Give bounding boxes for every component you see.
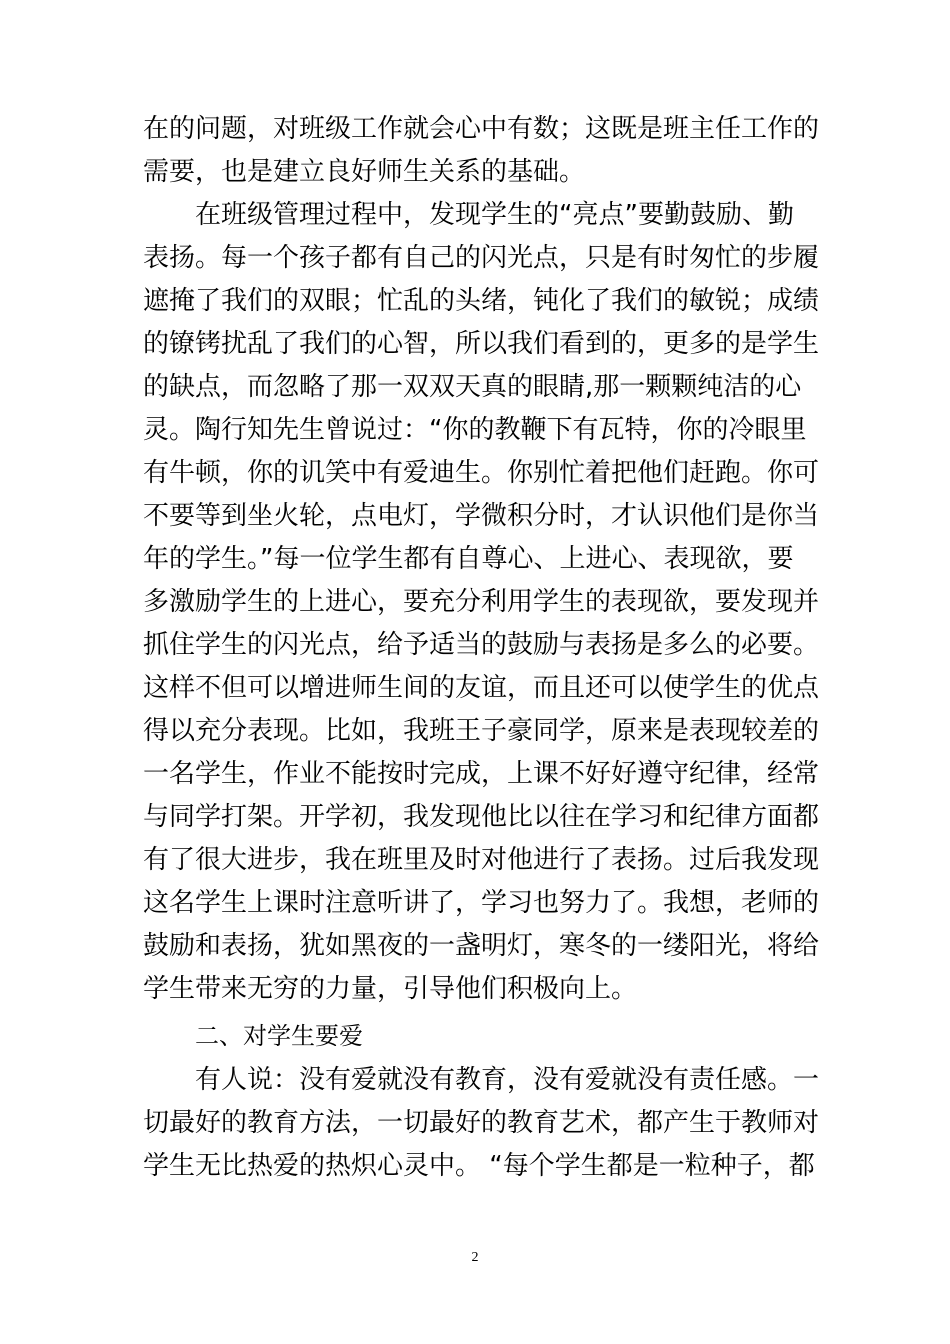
paragraph-line: 在的问题，对班级工作就会心中有数；这既是班主任工作的 (143, 114, 820, 144)
paragraph-line: 在班级管理过程中，发现学生的“亮点”要勤鼓励、勤 (195, 200, 794, 230)
paragraph-line: 表扬。每一个孩子都有自己的闪光点，只是有时匆忙的步履 (143, 243, 820, 273)
paragraph-line: 不要等到坐火轮，点电灯，学微积分时，才认识他们是你当 (143, 501, 820, 531)
paragraph-line: 鼓励和表扬，犹如黑夜的一盏明灯，寒冬的一缕阳光，将给 (143, 931, 820, 961)
paragraph-line: 有人说：没有爱就没有教育，没有爱就没有责任感。一 (195, 1065, 820, 1095)
page-number: 2 (471, 1250, 479, 1265)
paragraph-line: 灵。陶行知先生曾说过：“你的教鞭下有瓦特，你的冷眼里 (143, 415, 807, 445)
paragraph-line: 有了很大进步，我在班里及时对他进行了表扬。过后我发现 (143, 845, 820, 875)
paragraph-line: 这名学生上课时注意听讲了，学习也努力了。我想，老师的 (143, 888, 820, 918)
paragraph-line: 需要，也是建立良好师生关系的基础。 (143, 157, 586, 187)
paragraph-line: 得以充分表现。比如，我班王子豪同学，原来是表现较差的 (143, 716, 820, 746)
paragraph-line: 有牛顿，你的讥笑中有爱迪生。你别忙着把他们赶跑。你可 (143, 458, 820, 488)
paragraph-line: 的缺点，而忽略了那一双双天真的眼睛,那一颗颗纯洁的心 (143, 372, 802, 402)
paragraph-line: 这样不但可以增进师生间的友谊，而且还可以使学生的优点 (143, 673, 820, 703)
paragraph-line: 学生带来无穷的力量，引导他们积极向上。 (143, 974, 638, 1004)
paragraph-line: 年的学生。”每一位学生都有自尊心、上进心、表现欲，要 (143, 544, 794, 574)
paragraph-line: 抓住学生的闪光点，给予适当的鼓励与表扬是多么的必要。 (143, 630, 820, 660)
section-heading: 二、对学生要爱 (195, 1022, 363, 1050)
paragraph-line: 遮掩了我们的双眼；忙乱的头绪，钝化了我们的敏锐；成绩 (143, 286, 820, 316)
paragraph-line: 切最好的教育方法，一切最好的教育艺术，都产生于教师对 (143, 1108, 820, 1138)
paragraph-line: 多激励学生的上进心，要充分利用学生的表现欲，要发现并 (143, 587, 820, 617)
paragraph-line: 一名学生，作业不能按时完成，上课不好好遵守纪律，经常 (143, 759, 820, 789)
paragraph-line: 学生无比热爱的热炽心灵中。 “每个学生都是一粒种子，都 (143, 1151, 815, 1181)
paragraph-line: 的镣铐扰乱了我们的心智，所以我们看到的，更多的是学生 (143, 329, 820, 359)
paragraph-line: 与同学打架。开学初，我发现他比以往在学习和纪律方面都 (143, 802, 820, 832)
